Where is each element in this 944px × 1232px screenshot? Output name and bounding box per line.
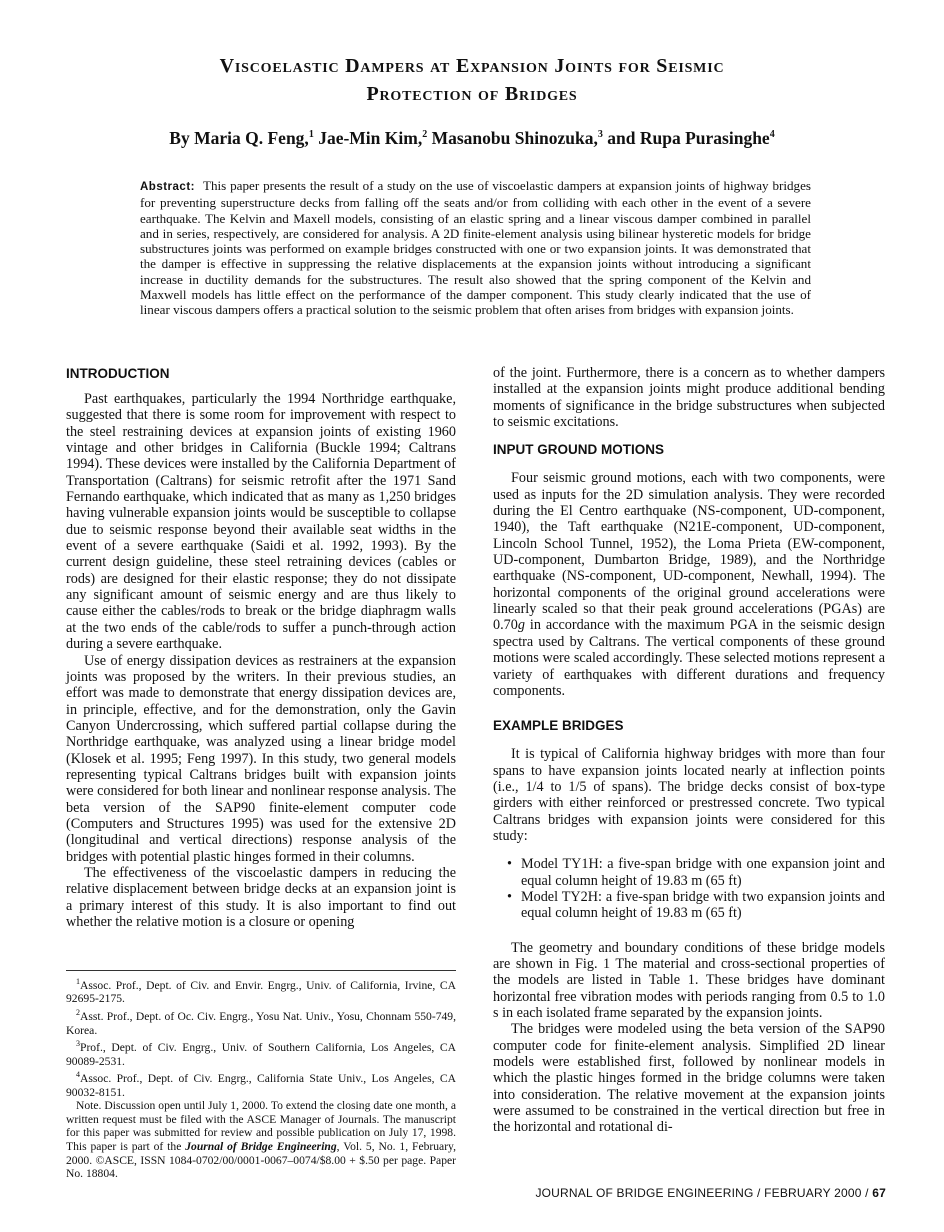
author-prefix: By	[169, 128, 190, 148]
footnote-3	[66, 1037, 456, 1068]
footnote-mark: 4	[76, 1070, 80, 1080]
footnote-mark: 3	[76, 1039, 80, 1049]
footnote-mark: 1	[76, 977, 80, 986]
note-text: Note. Discussion open until July 1, 2000. To extend the closing date one month, a written request must be filed with the ASCE Manager of Journals. The manuscript for this paper was submitted for review and possible publication on July 17, 1998. This paper is part of the	[66, 1099, 456, 1153]
bullet-icon: •	[507, 888, 512, 905]
author-name: Maria Q. Feng,	[194, 128, 309, 148]
footnote-text: Assoc. Prof., Dept. of Civ. and Envir. Engrg., Univ. of California, Irvine, CA 92695-2175.	[66, 978, 456, 1006]
author-name: Masanobu Shinozuka,	[431, 128, 598, 148]
abstract-text: This paper presents the result of a study on the use of viscoelastic dampers at expansion joints of highway bridges for preventing superstructure decks from falling off the seats and/or from colliding with each other in the event of a severe earthquake. The Kelvin and Maxell models, consisting of an elastic spring and a linear viscous damper combined in parallel and in series, respectively, are considered for analysis. A 2D finite-element analysis using bilinear hysteretic models for bridge substructures joints was performed on example bridges constructed with one or two expansion joints. It was demonstrated that the damper is effective in suppressing the relative displacements at the expansion joints without introducing a significant increase in ductility demands for the substructures. The result also showed that the spring component of the Kelvin and Maxwell models has little effect on the performance of the damper component. This study clearly indicated that the use of linear viscous dampers offers a practical solution to the seismic problem that often arises from bridges with expansion joints.	[140, 178, 811, 318]
title-line-2: Protection of Bridges	[366, 83, 578, 105]
title-line-1: Viscoelastic Dampers at Expansion Joints for Seismic	[219, 55, 725, 77]
author-mark: 1	[308, 129, 314, 141]
footnote-note	[66, 1099, 456, 1181]
abstract-label: Abstract:	[140, 181, 195, 193]
paragraph-text: Four seismic ground motions, each with two components, were used as inputs for the 2D simulation analysis. They were recorded during the El Centro earthquake (NS-component, UD-component, 1940), the Taft earthquake (N21E-component, UD-component, Lincoln School Tunnel, 1952), the Loma Prieta (EW-component, UD-component, Dumbarton Bridge, 1989), and the Northridge earthquake (NS-component, UD-component, Newhall, 1994). The horizontal components of the original ground accelerations were linearly scaled so that their peak ground accelerations (PGAs) are 0.70	[493, 470, 885, 634]
bullet-icon: •	[507, 856, 512, 873]
footnote-text: Prof., Dept. of Civ. Engrg., Univ. of Southern California, Los Angeles, CA 90089-2531.	[66, 1040, 456, 1068]
example-bridges-heading: EXAMPLE BRIDGES	[493, 718, 624, 734]
abstract	[140, 178, 811, 318]
input-ground-motions-paragraph	[493, 470, 885, 699]
introduction-heading: INTRODUCTION	[66, 366, 170, 381]
footnote-1	[66, 975, 456, 1006]
right-column	[493, 365, 885, 1136]
author-mark: 3	[597, 129, 603, 141]
footnotes	[66, 975, 456, 1181]
paragraph-text: in accordance with the maximum PGA in the seismic design spectra used by Caltrans. The vertical components of these ground motions were scaled accordingly. These selected motions represent a variety of earthquakes with different durations and frequency components.	[493, 617, 885, 699]
example-bridges-paragraph-2: The geometry and boundary conditions of these bridge models are shown in Fig. 1 The material and cross-sectional properties of the models are listed in Table 1. These bridges have dominant horizontal free vibration modes with periods ranging from 0.5 to 1.0 s in each isolated frame separated by the expansion joints.	[493, 939, 885, 1021]
input-ground-motions-heading: INPUT GROUND MOTIONS	[493, 442, 664, 458]
author-mark: 4	[769, 129, 775, 141]
author-name: and Rupa Purasinghe	[607, 128, 770, 148]
example-bridges-paragraph-3: The bridges were modeled using the beta version of the SAP90 computer code for finite-element analysis. Simplified 2D linear models were established first, followed by nonlinear models in which the plastic hinges formed in the bridge columns were taken into consideration. The relative movement at the expansion joints were assumed to be constrained in the vertical direction but free in the horizontal and rotational di-	[493, 1021, 885, 1136]
introduction-paragraph-1: Past earthquakes, particularly the 1994 Northridge earthquake, suggested that there is some room for improvement with respect to the steel restraining devices at expansion joints of existing 1960 vintage and other bridges in California (Buckle 1994; Caltrans 1994). These devices were installed by the California Department of Transportation (Caltrans) for seismic retrofit after the 1971 Sand Fernando earthquake, which indicated that as many as 1,250 bridges having vulnerable expansion joints would be susceptible to collapse due to seismic response beyond their available seat widths in the event of a severe earthquake (Saidi et al. 1992, 1993). By the current design guideline, these steel retraining devices (cables or rods) are designed for their elastic response; they do not dissipate any significant amount of seismic energy and are thus likely to cause either the cables/rods to break or the bridge diaphragm walls at the two ends of the cable/rods to suffer a punch-through action during a severe earthquake.	[66, 391, 456, 653]
page-number: 67	[872, 1186, 886, 1200]
footnote-4	[66, 1068, 456, 1099]
list-item	[493, 856, 885, 889]
footnote-text: Asst. Prof., Dept. of Oc. Civ. Engrg., Yosu Nat. Univ., Yosu, Chonnam 550-749, Korea.	[66, 1009, 456, 1037]
running-footer	[535, 1186, 886, 1200]
footnote-text: Assoc. Prof., Dept. of Civ. Engrg., California State Univ., Los Angeles, CA 90032-8151.	[66, 1072, 456, 1099]
footnote-2	[66, 1006, 456, 1037]
footnote-mark: 2	[76, 1008, 80, 1018]
journal-name: Journal of Bridge Engineering	[185, 1139, 337, 1153]
list-item-text: Model TY1H: a five-span bridge with one expansion joint and equal column height of 19.83 m (65 ft)	[521, 856, 885, 889]
introduction-paragraph-2: Use of energy dissipation devices as restrainers at the expansion joints was proposed by the writers. In their previous studies, an effort was made to demonstrate that energy dissipation devices are, in principle, effective, and for the demonstration, only the Gavin Canyon Undercrossing, which suffered partial collapse during the Northridge earthquake, was analyzed using a linear bridge model (Klosek et al. 1995; Feng 1997). In this study, two general models representing typical Caltrans bridges built with expansion joints were considered for both linear and nonlinear response analysis. The beta version of the SAP90 finite-element computer code (Computers and Structures 1995) was used for the extensive 2D (longitudinal and vertical directions) response analysis of the bridges with potential plastic hinges formed in their columns.	[66, 652, 456, 865]
author-mark: 2	[422, 129, 428, 141]
bridge-model-list	[493, 856, 885, 921]
left-column	[66, 365, 456, 930]
introduction-paragraph-3: The effectiveness of the viscoelastic dampers in reducing the relative displacement between bridge decks at an expansion joint is a primary interest of this study. It is also important to find out whether the relative motion is a closure or opening	[66, 864, 456, 930]
list-item	[493, 889, 885, 922]
g-symbol: g	[517, 617, 525, 634]
author-name: Jae-Min Kim,	[318, 128, 423, 148]
introduction-continuation: of the joint. Furthermore, there is a concern as to whether dampers installed at the expansion joints might produce additional bending moments of significance in the bridge substructures when subjected to seismic excitations.	[493, 365, 885, 431]
list-item-text: Model TY2H: a five-span bridge with two expansion joints and equal column height of 19.83 m (65 ft)	[521, 888, 885, 922]
footnote-rule	[66, 970, 456, 971]
journal-footer-text: JOURNAL OF BRIDGE ENGINEERING / FEBRUARY 2000 /	[535, 1186, 873, 1200]
author-line	[40, 128, 904, 149]
example-bridges-paragraph-1: It is typical of California highway bridges with more than four spans to have expansion joints located nearly at inflection points (i.e., 1/4 to 1/5 of spans). The bridge decks consist of box-type girders with either reinforced or prestressed concrete. Two typical Caltrans bridges with expansion joints were considered for this study:	[493, 746, 885, 844]
paper-title	[90, 52, 854, 108]
note-text: , Vol. 5, No. 1, February, 2000. ©ASCE, ISSN 1084-0702/00/0001-0067–0074/$8.00 + $.50 per page. Paper No. 18804.	[66, 1139, 456, 1181]
